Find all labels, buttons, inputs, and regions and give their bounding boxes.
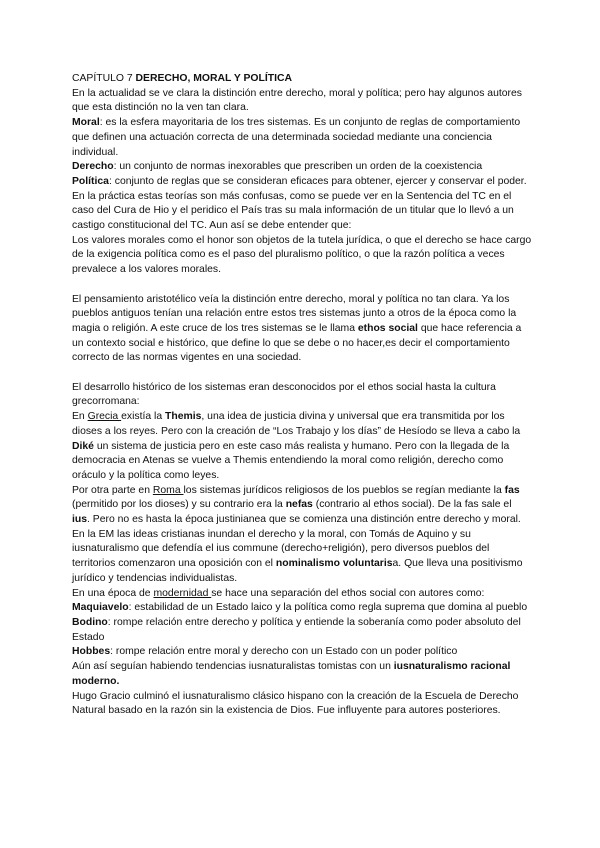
values-paragraph: Los valores morales como el honor son objetos de la tutela jurídica, o que el derecho se hace cargo de la exigencia política como es el paso del pluralismo político, o que la razón política a veces prevalece a los valores morales. <box>72 234 532 276</box>
practice-paragraph: En la práctica estas teorías son más confusas, como se puede ver en la Sentencia del TC en el caso del Cura de Hio y el peridico el País tras su mala información de un titular que lo llevó a un castigo constitucional del TC. Aun así se debe entender que: <box>72 190 514 232</box>
rome-paragraph: Por otra parte en Roma los sistemas jurídicos religiosos de los pueblos se regían mediante la fas (permitido por los dioses) y su contrario era la nefas (contrario al ethos social). De la fas sale el ius. Pero no es hasta la época justinianea que se comienza una distinción entre derecho y moral. <box>72 484 521 526</box>
moral-definition: Moral: es la esfera mayoritaria de los tres sistemas. Es un conjunto de reglas de comportamiento que definen una actuación correcta de una determinada sociedad mediante una conciencia individual. <box>72 117 521 158</box>
historical-development-paragraph: El desarrollo histórico de los sistemas eran desconocidos por el ethos social hasta la cultura grecorromana: <box>72 381 496 408</box>
document-body <box>72 72 532 719</box>
gracio-paragraph: Hugo Gracio culminó el iusnaturalismo clásico hispano con la creación de la Escuela de Derecho Natural basado en la razón sin la existencia de Dios. Fue influyente para autores posteriores. <box>72 690 519 717</box>
modernity-paragraph: En una época de modernidad se hace una separación del ethos social con autores como: <box>72 587 485 599</box>
intro-paragraph: En la actualidad se ve clara la distinción entre derecho, moral y política; pero hay algunos autores que esta distinción no la ven tan clara. <box>72 87 522 114</box>
maquiavelo-item: Maquiavelo: estabilidad de un Estado laico y la política como regla suprema que domina al pueblo <box>72 602 528 614</box>
greece-paragraph: En Grecia existía la Themis, una idea de justicia divina y universal que era transmitida por los dioses a los reyes. Pero con la creación de “Los Trabajo y los días” de Hesíodo se lleva a cabo la Diké un sistema de justicia pero en este caso más realista y humano. Pero con la llegada de la democracia en Atenas se vuelve a Themis entendiendo la moral como religión, derecho como oráculo y la política como leyes. <box>72 411 521 481</box>
chapter-title: CAPÍTULO 7 DERECHO, MORAL Y POLÍTICA <box>72 73 292 84</box>
middle-ages-paragraph: En la EM las ideas cristianas inundan el derecho y la moral, con Tomás de Aquino y su iusnaturalismo que defendía el ius commune (derecho+religión), pero diversos pueblos del territorios comenzaron una oposición con el nominalismo voluntarisa. Que lleva una positivismo jurídico y tendencias individualistas. <box>72 528 523 584</box>
bodino-item: Bodino: rompe relación entre derecho y política y entiende la soberanía como poder absoluto del Estado <box>72 616 521 643</box>
spacer <box>72 366 532 381</box>
spacer <box>72 278 532 293</box>
politica-definition: Política: conjunto de reglas que se consideran eficaces para obtener, ejercer y conservar el poder. <box>72 175 527 187</box>
hobbes-item: Hobbes: rompe relación entre moral y derecho con un Estado con un poder político <box>72 646 458 658</box>
iusnaturalism-paragraph: Aún así seguían habiendo tendencias iusnaturalistas tomistas con un iusnaturalismo racional moderno. <box>72 661 511 687</box>
chapter-title-bold: DERECHO, MORAL Y POLÍTICA <box>135 73 292 84</box>
derecho-definition: Derecho: un conjunto de normas inexorables que prescriben un orden de la coexistencia <box>72 161 483 173</box>
aristotelian-paragraph: El pensamiento aristotélico veía la distinción entre derecho, moral y política no tan clara. Ya los pueblos antiguos tenían una relación entre estos tres sistemas junto a otros de la época como la magia o religión. A este cruce de los tres sistemas se le llama ethos social que hace referencia a un contexto social e histórico, que define lo que se debe o no hacer,es decir el comportamiento correcto de las normas vigentes en una sociedad. <box>72 293 522 364</box>
